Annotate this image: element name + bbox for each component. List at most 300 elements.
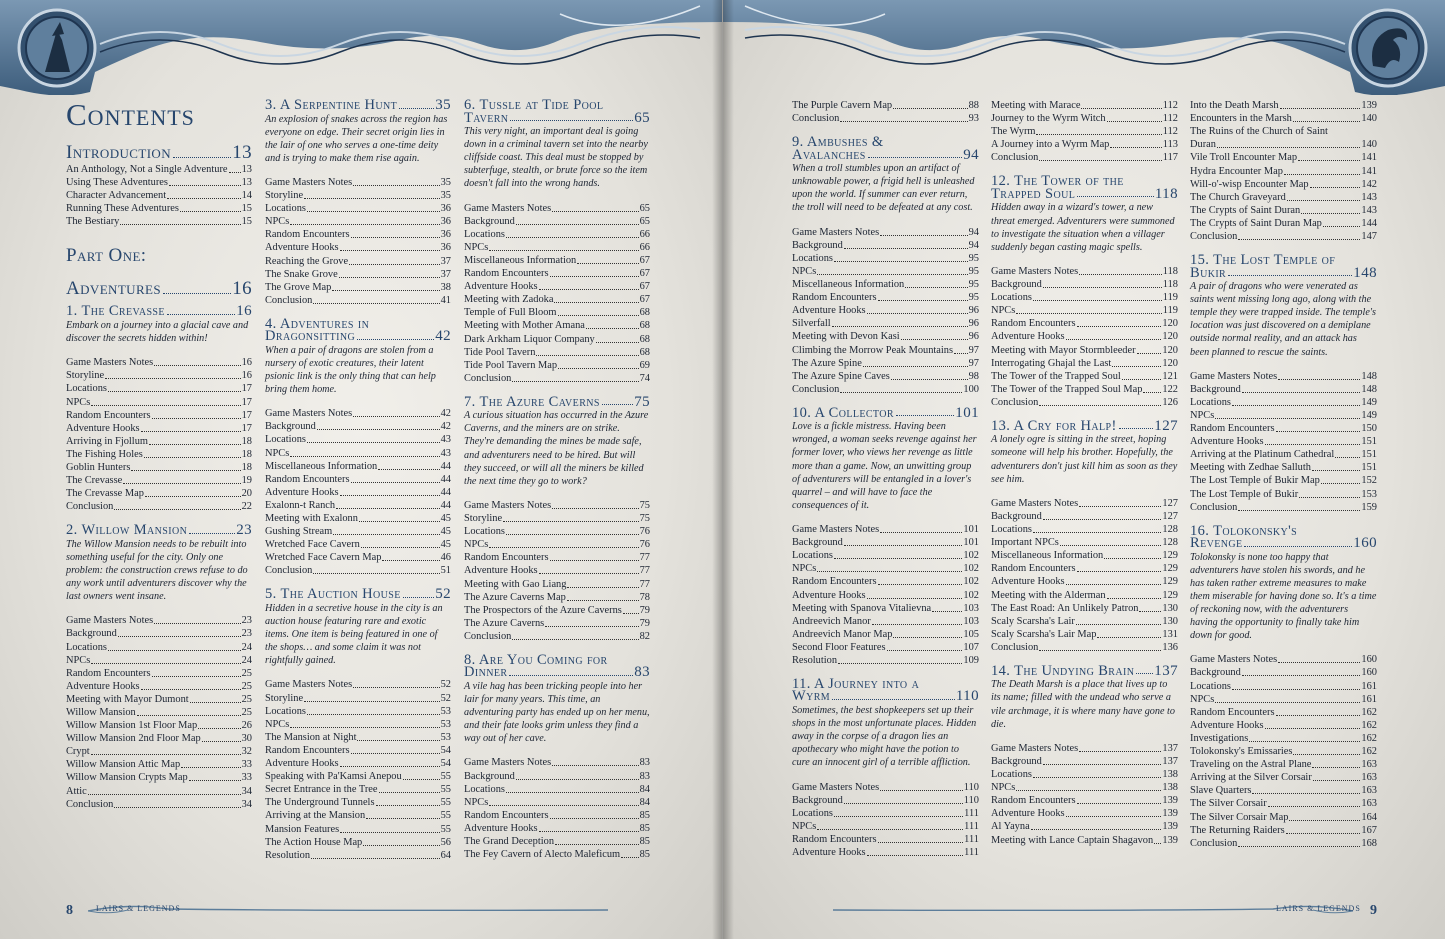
toc-entry-title[interactable]: Willow Mansion Attic Map: [66, 759, 181, 771]
toc-entry[interactable]: [265, 849, 451, 862]
toc-entry-title[interactable]: Conclusion: [1190, 231, 1238, 243]
toc-entry[interactable]: [66, 487, 252, 500]
toc-entry-title[interactable]: Locations: [265, 705, 306, 717]
toc-entry[interactable]: [792, 807, 979, 820]
toc-entry-title[interactable]: The Wyrm: [991, 126, 1036, 138]
toc-entry[interactable]: [991, 291, 1178, 304]
toc-entry[interactable]: [464, 756, 650, 769]
toc-entry-title[interactable]: Conclusion: [792, 113, 840, 125]
toc-entry-title[interactable]: Random Encounters: [792, 833, 877, 845]
toc-entry-title[interactable]: Random Encounters: [991, 795, 1076, 807]
toc-entry[interactable]: [265, 254, 451, 267]
section-title[interactable]: 8. Are You Coming for: [464, 651, 608, 668]
toc-entry[interactable]: [464, 564, 650, 577]
toc-entry-title[interactable]: Game Masters Notes: [464, 202, 552, 214]
toc-entry-title[interactable]: The East Road: An Unlikely Patron: [991, 602, 1139, 614]
toc-entry-title[interactable]: Game Masters Notes: [464, 499, 552, 511]
toc-entry-title[interactable]: The Purple Cavern Map: [792, 100, 893, 112]
toc-entry[interactable]: [265, 551, 451, 564]
toc-entry-title[interactable]: Meeting with Mayor Stormbleeder: [991, 344, 1136, 356]
toc-entry[interactable]: [66, 422, 252, 435]
section-title[interactable]: Introduction: [66, 142, 172, 163]
toc-entry-title[interactable]: Adventure Hooks: [464, 565, 538, 577]
toc-entry-title[interactable]: Adventure Hooks: [991, 331, 1065, 343]
toc-entry[interactable]: [991, 794, 1178, 807]
toc-entry[interactable]: [991, 833, 1178, 846]
toc-entry[interactable]: [1190, 204, 1377, 217]
toc-entry[interactable]: [792, 112, 979, 125]
toc-entry[interactable]: [464, 630, 650, 643]
toc-entry[interactable]: [792, 794, 979, 807]
toc-entry-title[interactable]: Adventure Hooks: [792, 847, 866, 858]
toc-entry-title[interactable]: Willow Mansion: [66, 707, 136, 718]
section-title-continued[interactable]: Dinner: [464, 664, 508, 681]
toc-entry[interactable]: [66, 474, 252, 487]
toc-entry[interactable]: [991, 615, 1178, 628]
toc-entry-title[interactable]: Running These Adventures: [66, 203, 179, 215]
toc-entry-title[interactable]: Arriving at the Mansion: [265, 810, 366, 822]
toc-entry[interactable]: [265, 268, 451, 281]
section-title[interactable]: 12. The Tower of the: [991, 173, 1124, 190]
toc-entry[interactable]: [265, 420, 451, 433]
toc-entry-title[interactable]: Background: [1190, 667, 1241, 679]
toc-entry-title[interactable]: NPCs: [792, 265, 817, 277]
toc-entry-title[interactable]: Random Encounters: [66, 667, 151, 679]
toc-entry[interactable]: [1190, 461, 1377, 474]
toc-entry-title[interactable]: Game Masters Notes: [991, 742, 1079, 754]
toc-entry-title[interactable]: The Grove Map: [265, 281, 332, 293]
toc-entry-title[interactable]: Adventure Hooks: [66, 680, 140, 692]
toc-entry[interactable]: [265, 757, 451, 770]
toc-entry-title[interactable]: Game Masters Notes: [991, 497, 1079, 509]
toc-entry-title[interactable]: Tolokonsky's Emissaries: [1190, 746, 1293, 758]
toc-entry[interactable]: [265, 564, 451, 577]
toc-entry[interactable]: [265, 691, 451, 704]
toc-entry[interactable]: [464, 254, 650, 267]
section-title-line[interactable]: [265, 330, 451, 343]
toc-entry-title[interactable]: Climbing the Morrow Peak Mountains: [792, 344, 954, 356]
toc-entry[interactable]: [991, 536, 1178, 549]
toc-entry[interactable]: [464, 499, 650, 512]
toc-entry-title[interactable]: Background: [991, 510, 1042, 522]
toc-entry-title[interactable]: Locations: [991, 769, 1032, 781]
toc-entry-title[interactable]: Meeting with Zadoka: [464, 294, 554, 306]
toc-entry[interactable]: [1190, 230, 1377, 243]
toc-entry[interactable]: [265, 822, 451, 835]
toc-entry[interactable]: [265, 407, 451, 420]
section-title-continued[interactable]: Trapped Soul: [991, 185, 1076, 202]
toc-entry-title[interactable]: Conclusion: [464, 372, 512, 384]
toc-entry-title[interactable]: Background: [792, 239, 843, 251]
toc-entry-title[interactable]: The Azure Spine Caves: [792, 370, 890, 382]
toc-entry[interactable]: [1190, 824, 1377, 837]
toc-entry-title[interactable]: Speaking with Pa'Kamsi Anepou: [265, 771, 402, 783]
toc-entry-title[interactable]: Conclusion: [991, 152, 1039, 164]
toc-entry[interactable]: [66, 693, 252, 706]
toc-entry[interactable]: [66, 356, 252, 369]
toc-entry-title[interactable]: Locations: [464, 228, 505, 240]
toc-entry[interactable]: [265, 486, 451, 499]
section-title[interactable]: 13. A Cry for Halp!: [991, 417, 1117, 434]
toc-entry-title[interactable]: Locations: [991, 292, 1032, 304]
toc-entry-title[interactable]: Adventure Hooks: [1190, 436, 1264, 448]
toc-entry[interactable]: [265, 473, 451, 486]
section-title-continued[interactable]: Adventures: [66, 278, 161, 300]
toc-entry-title[interactable]: Vile Troll Encounter Map: [1190, 152, 1298, 164]
toc-entry-title[interactable]: Temple of Full Bloom: [464, 307, 557, 319]
toc-entry-title[interactable]: Meeting with Exalonn: [265, 513, 358, 525]
toc-entry[interactable]: [66, 798, 252, 811]
toc-entry-title[interactable]: Adventure Hooks: [265, 486, 339, 498]
section-title[interactable]: 11. A Journey into a: [792, 675, 920, 692]
toc-entry-title[interactable]: Reaching the Grove: [265, 255, 349, 267]
toc-entry[interactable]: [464, 835, 650, 848]
toc-entry[interactable]: [991, 807, 1178, 820]
toc-entry[interactable]: [792, 239, 979, 252]
toc-entry[interactable]: [464, 577, 650, 590]
toc-entry-title[interactable]: Game Masters Notes: [265, 679, 353, 691]
section-title-line[interactable]: [464, 393, 650, 410]
toc-entry-title[interactable]: Exalonn-t Ranch: [265, 499, 336, 511]
toc-entry-title[interactable]: Willow Mansion 2nd Floor Map: [66, 733, 201, 745]
toc-entry-title[interactable]: NPCs: [464, 539, 489, 551]
toc-entry[interactable]: [1190, 435, 1377, 448]
toc-entry-title[interactable]: Al Yayna: [991, 821, 1030, 833]
toc-entry-title[interactable]: Tide Pool Tavern Map: [464, 359, 558, 371]
section-title-continued[interactable]: Tavern: [464, 109, 509, 126]
toc-entry[interactable]: [792, 549, 979, 562]
toc-entry[interactable]: [792, 562, 979, 575]
toc-entry[interactable]: [66, 784, 252, 797]
toc-entry-title[interactable]: Mansion Features: [265, 823, 340, 835]
toc-entry-title[interactable]: Interrogating Ghajal the Last: [991, 357, 1112, 369]
toc-entry[interactable]: [991, 357, 1178, 370]
toc-entry-title[interactable]: Meeting with the Alderman: [991, 589, 1106, 601]
toc-entry[interactable]: [792, 317, 979, 330]
toc-entry-title[interactable]: Background: [792, 537, 843, 549]
toc-entry[interactable]: [792, 575, 979, 588]
toc-entry[interactable]: [1190, 112, 1377, 125]
toc-entry-title[interactable]: Storyline: [66, 370, 105, 382]
toc-entry[interactable]: [265, 836, 451, 849]
toc-entry-title[interactable]: The Returning Raiders: [1190, 824, 1285, 836]
toc-entry-title[interactable]: Background: [1190, 383, 1241, 395]
toc-entry[interactable]: [991, 370, 1178, 383]
toc-entry[interactable]: [991, 562, 1178, 575]
toc-entry[interactable]: [66, 189, 252, 202]
toc-entry-title[interactable]: Meeting with Lance Captain Shagavon: [991, 834, 1154, 846]
toc-entry[interactable]: [1190, 99, 1377, 112]
section-title-line[interactable]: [265, 588, 451, 601]
toc-entry[interactable]: [1190, 383, 1377, 396]
toc-entry[interactable]: [66, 732, 252, 745]
toc-entry[interactable]: [265, 678, 451, 691]
section-title-line[interactable]: [792, 690, 979, 703]
toc-entry-title[interactable]: Game Masters Notes: [66, 357, 154, 369]
toc-entry-title[interactable]: Game Masters Notes: [1190, 370, 1278, 382]
toc-entry[interactable]: [66, 176, 252, 189]
toc-entry-title[interactable]: Secret Entrance in the Tree: [265, 784, 378, 796]
toc-entry-title[interactable]: Journey to the Wyrm Witch: [991, 113, 1106, 125]
toc-entry[interactable]: [66, 395, 252, 408]
toc-entry[interactable]: [1190, 409, 1377, 422]
toc-entry[interactable]: [792, 846, 979, 859]
toc-entry[interactable]: [66, 435, 252, 448]
toc-entry[interactable]: [66, 758, 252, 771]
toc-entry[interactable]: [991, 510, 1178, 523]
section-title[interactable]: Part One:: [66, 245, 147, 267]
toc-entry-title[interactable]: Game Masters Notes: [991, 265, 1079, 277]
toc-entry-title[interactable]: The Lost Temple of Bukir: [1190, 488, 1299, 500]
toc-entry-title[interactable]: Attic: [66, 785, 87, 797]
toc-entry[interactable]: [1190, 771, 1377, 784]
toc-entry[interactable]: [464, 359, 650, 372]
toc-entry-title[interactable]: Background: [991, 755, 1042, 767]
toc-entry-title[interactable]: Slave Quarters: [1190, 785, 1252, 797]
toc-entry-title[interactable]: Storyline: [265, 190, 304, 202]
section-title-continued[interactable]: Bukir: [1190, 264, 1227, 281]
toc-entry-title[interactable]: NPCs: [66, 396, 91, 408]
toc-entry[interactable]: [265, 796, 451, 809]
toc-entry-title[interactable]: Andreevich Manor: [792, 615, 871, 627]
toc-entry[interactable]: [66, 640, 252, 653]
toc-entry-title[interactable]: Conclusion: [991, 641, 1039, 653]
toc-entry-title[interactable]: The Crevasse Map: [66, 488, 144, 500]
toc-entry-title[interactable]: Investigations: [1190, 732, 1249, 744]
toc-entry[interactable]: [464, 306, 650, 319]
toc-entry-title[interactable]: Willow Mansion 1st Floor Map: [66, 720, 198, 732]
toc-entry[interactable]: [991, 755, 1178, 768]
toc-entry[interactable]: [792, 602, 979, 615]
toc-entry[interactable]: [66, 500, 252, 513]
toc-entry-title[interactable]: Meeting with Gao Liang: [464, 578, 567, 590]
toc-entry[interactable]: [991, 575, 1178, 588]
toc-entry-title[interactable]: Conclusion: [66, 501, 114, 513]
toc-entry[interactable]: [1190, 370, 1377, 383]
toc-entry[interactable]: [1190, 666, 1377, 679]
toc-entry[interactable]: [66, 706, 252, 719]
section-title[interactable]: 1. The Crevasse: [66, 303, 165, 320]
toc-entry[interactable]: [1190, 217, 1377, 230]
toc-entry[interactable]: [792, 833, 979, 846]
toc-entry[interactable]: [66, 202, 252, 215]
toc-entry-title[interactable]: NPCs: [991, 305, 1016, 317]
toc-entry[interactable]: [792, 641, 979, 654]
toc-entry-title[interactable]: Game Masters Notes: [1190, 654, 1278, 666]
toc-entry[interactable]: [66, 745, 252, 758]
toc-entry[interactable]: [265, 744, 451, 757]
toc-entry[interactable]: [991, 523, 1178, 536]
section-title[interactable]: 4. Adventures in: [265, 315, 370, 332]
section-title-line[interactable]: [66, 144, 252, 161]
toc-entry[interactable]: [991, 304, 1178, 317]
toc-entry-title[interactable]: Conclusion: [792, 383, 840, 395]
toc-entry-title[interactable]: Locations: [792, 252, 833, 264]
toc-entry-title[interactable]: The Action House Map: [265, 836, 363, 848]
toc-entry-title[interactable]: The Church Graveyard: [1190, 191, 1286, 203]
toc-entry[interactable]: [464, 241, 650, 254]
section-title-line[interactable]: [991, 662, 1178, 679]
toc-entry-title[interactable]: The Snake Grove: [265, 268, 338, 280]
toc-entry-title[interactable]: Conclusion: [265, 294, 313, 306]
toc-entry-title[interactable]: Random Encounters: [792, 576, 877, 588]
toc-entry[interactable]: [265, 460, 451, 473]
toc-entry-title[interactable]: Random Encounters: [991, 318, 1076, 330]
toc-entry-title[interactable]: Arriving in Fjollum: [66, 435, 148, 447]
toc-entry[interactable]: [265, 433, 451, 446]
toc-entry[interactable]: [792, 357, 979, 370]
toc-entry[interactable]: [991, 742, 1178, 755]
toc-entry[interactable]: [66, 409, 252, 422]
toc-entry-title[interactable]: The Bestiary: [66, 216, 120, 228]
section-title[interactable]: 9. Ambushes &: [792, 134, 884, 151]
toc-entry-title[interactable]: The Crypts of Saint Duran Map: [1190, 217, 1322, 229]
toc-entry-title[interactable]: Resolution: [265, 849, 311, 861]
toc-entry-title[interactable]: NPCs: [991, 782, 1016, 794]
toc-entry-title[interactable]: Using These Adventures: [66, 177, 168, 189]
toc-entry-title[interactable]: Dark Arkham Liquor Company: [464, 333, 595, 345]
toc-entry[interactable]: [1190, 422, 1377, 435]
toc-entry-title[interactable]: Background: [991, 279, 1042, 291]
toc-entry-title[interactable]: NPCs: [1190, 693, 1215, 705]
toc-entry-title[interactable]: Scaly Scarsha's Lair: [991, 615, 1075, 627]
toc-entry[interactable]: [1190, 151, 1377, 164]
toc-entry[interactable]: [265, 538, 451, 551]
toc-entry[interactable]: [991, 151, 1178, 164]
toc-entry-title[interactable]: The Tower of the Trapped Soul Map: [991, 383, 1143, 395]
section-title-continued[interactable]: Dragonsitting: [265, 328, 356, 345]
toc-entry[interactable]: [66, 614, 252, 627]
toc-entry[interactable]: [1190, 487, 1377, 500]
toc-entry[interactable]: [265, 718, 451, 731]
toc-entry-title[interactable]: Locations: [265, 434, 306, 446]
toc-entry-title[interactable]: Resolution: [792, 654, 838, 666]
toc-entry-title[interactable]: NPCs: [265, 718, 290, 730]
toc-entry-title[interactable]: Game Masters Notes: [792, 524, 880, 536]
toc-entry-title[interactable]: Wretched Face Cavern: [265, 539, 360, 551]
toc-entry-title[interactable]: Adventure Hooks: [265, 758, 339, 770]
toc-entry-title[interactable]: NPCs: [1190, 409, 1215, 421]
toc-entry-title[interactable]: NPCs: [265, 447, 290, 459]
toc-entry[interactable]: [265, 241, 451, 254]
toc-entry[interactable]: [265, 731, 451, 744]
toc-entry-title[interactable]: Locations: [1190, 680, 1231, 692]
toc-entry-title[interactable]: Locations: [66, 383, 107, 395]
toc-entry[interactable]: [792, 330, 979, 343]
toc-entry-title[interactable]: Arriving at the Platinum Cathedral: [1190, 449, 1335, 461]
toc-entry[interactable]: [464, 372, 650, 385]
toc-entry[interactable]: [1190, 396, 1377, 409]
toc-entry-title[interactable]: Conclusion: [265, 565, 313, 577]
section-title-continued[interactable]: Avalanches: [792, 146, 866, 163]
toc-entry-title[interactable]: Adventure Hooks: [991, 576, 1065, 588]
toc-entry-title[interactable]: Adventure Hooks: [66, 422, 140, 434]
section-title-line[interactable]: [1190, 537, 1377, 550]
section-title[interactable]: 3. A Serpentine Hunt: [265, 97, 398, 113]
toc-entry-title[interactable]: A Journey into a Wyrm Map: [991, 139, 1110, 151]
toc-entry[interactable]: [1190, 732, 1377, 745]
toc-entry-title[interactable]: Random Encounters: [66, 409, 151, 421]
toc-entry-title[interactable]: NPCs: [792, 563, 817, 575]
toc-entry[interactable]: [1190, 138, 1377, 151]
section-title-line[interactable]: [66, 524, 252, 537]
toc-entry[interactable]: [792, 628, 979, 641]
toc-entry-title[interactable]: Locations: [991, 524, 1032, 536]
toc-entry-title[interactable]: Goblin Hunters: [66, 462, 131, 473]
toc-entry-title[interactable]: Locations: [1190, 396, 1231, 408]
toc-entry-title[interactable]: Background: [464, 770, 515, 782]
toc-entry-title[interactable]: Miscellaneous Information: [991, 550, 1104, 562]
toc-entry-title[interactable]: Scaly Scarsha's Lair Map: [991, 628, 1097, 640]
section-title-line[interactable]: [66, 245, 252, 267]
toc-entry-title[interactable]: The Azure Caverns Map: [464, 591, 566, 603]
toc-entry-title[interactable]: The Grand Deception: [464, 836, 555, 847]
toc-entry-title[interactable]: Game Masters Notes: [66, 615, 154, 627]
toc-entry-title[interactable]: The Silver Corsair Map: [1190, 811, 1289, 823]
toc-entry-title[interactable]: Miscellaneous Information: [464, 254, 577, 266]
toc-entry-title[interactable]: Conclusion: [1190, 501, 1238, 513]
toc-entry-title[interactable]: The Fishing Holes: [66, 448, 143, 460]
toc-entry[interactable]: [991, 265, 1178, 278]
toc-entry[interactable]: [1190, 501, 1377, 514]
toc-entry[interactable]: [464, 538, 650, 551]
toc-entry[interactable]: [991, 112, 1178, 125]
toc-entry-title[interactable]: Game Masters Notes: [265, 408, 353, 420]
toc-entry[interactable]: [66, 680, 252, 693]
toc-entry-title[interactable]: Random Encounters: [265, 473, 350, 485]
toc-entry-title[interactable]: Adventure Hooks: [991, 808, 1065, 820]
toc-entry-title[interactable]: The Lost Temple of Bukir Map: [1190, 475, 1320, 487]
toc-entry[interactable]: [792, 820, 979, 833]
toc-entry-title[interactable]: Meeting with Marace: [991, 100, 1081, 112]
toc-entry-title[interactable]: Storyline: [464, 513, 503, 525]
toc-entry-title[interactable]: Background: [265, 421, 316, 433]
toc-entry[interactable]: [1190, 693, 1377, 706]
toc-entry-title[interactable]: The Fey Cavern of Alecto Maleficum: [464, 849, 621, 861]
toc-entry[interactable]: [991, 768, 1178, 781]
toc-entry[interactable]: [792, 226, 979, 239]
toc-entry-title[interactable]: Random Encounters: [1190, 706, 1275, 718]
toc-entry-title[interactable]: Adventure Hooks: [464, 822, 538, 834]
toc-entry[interactable]: [792, 252, 979, 265]
toc-entry[interactable]: [792, 343, 979, 356]
toc-entry[interactable]: [792, 291, 979, 304]
section-title[interactable]: 7. The Azure Caverns: [464, 393, 600, 410]
toc-entry[interactable]: [1190, 706, 1377, 719]
toc-entry-title[interactable]: Willow Mansion Crypts Map: [66, 772, 188, 784]
toc-entry-title[interactable]: Conclusion: [66, 798, 114, 810]
section-title[interactable]: 14. The Undying Brain: [991, 662, 1135, 679]
toc-entry-title[interactable]: Into the Death Marsh: [1190, 100, 1279, 112]
toc-entry-title[interactable]: Random Encounters: [464, 809, 549, 821]
toc-entry[interactable]: [464, 769, 650, 782]
toc-entry[interactable]: [792, 654, 979, 667]
section-title[interactable]: 6. Tussle at Tide Pool: [464, 97, 604, 113]
toc-entry-title[interactable]: NPCs: [792, 820, 817, 832]
toc-entry-title[interactable]: The Underground Tunnels: [265, 797, 375, 809]
toc-entry[interactable]: [66, 627, 252, 640]
toc-entry-title[interactable]: Important NPCs: [991, 537, 1059, 549]
toc-entry[interactable]: [1190, 653, 1377, 666]
toc-entry[interactable]: [991, 278, 1178, 291]
toc-entry-title[interactable]: Game Masters Notes: [792, 781, 880, 793]
toc-entry-title[interactable]: The Azure Spine: [792, 357, 862, 369]
toc-entry-title[interactable]: Adventure Hooks: [792, 589, 866, 601]
toc-entry[interactable]: [66, 163, 252, 176]
toc-entry-title[interactable]: Tide Pool Tavern: [464, 346, 536, 358]
section-title[interactable]: 10. A Collector: [792, 404, 894, 421]
toc-entry-title[interactable]: Random Encounters: [265, 744, 350, 756]
